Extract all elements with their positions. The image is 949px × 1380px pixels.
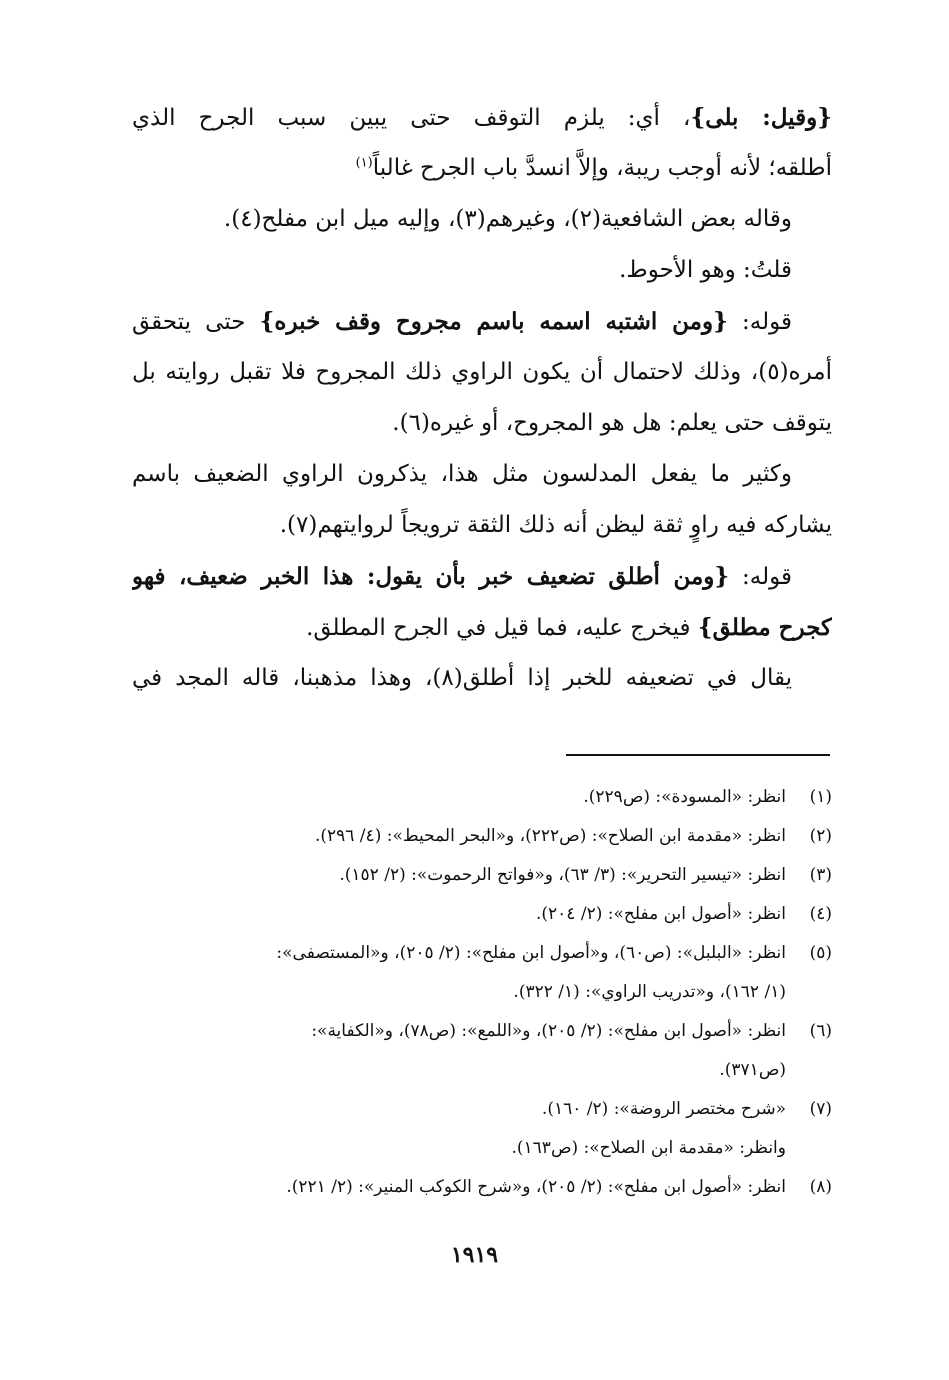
text-line [132, 245, 832, 296]
line-text: يشاركه فيه راوٍ ثقة ليظن أنه ذلك الثقة ترويجاً لروايتهم(٧). [279, 512, 832, 538]
footnote-number: (٢) [809, 826, 832, 846]
footnote-number: (٨) [809, 1177, 832, 1197]
footnote-text: انظر: «أصول ابن مفلح»: (٢/ ٢٠٥)، و«شرح الكوكب المنير»: (٢/ ٢٢١). [286, 1177, 786, 1197]
text-line [132, 347, 832, 398]
footnote [132, 856, 832, 895]
text-line [132, 143, 832, 194]
line-prefix: قوله: [727, 309, 792, 335]
text-line [132, 194, 832, 245]
bold-phrase: {ومن أطلق تضعيف خبر بأن يقول: هذا الخبر ضعيف، فهو [132, 563, 730, 590]
line-text: أطلقه؛ لأنه أوجب ريبة، وإلاَّ انسدَّ باب الجرح غالباً [372, 155, 832, 181]
bold-phrase: {وقيل: بلى} [690, 104, 832, 131]
footnote [132, 817, 832, 856]
line-text: أمره(٥)، وذلك لاحتمال أن يكون الراوي ذلك المجروح فلا تقبل روايته بل [132, 359, 832, 385]
footnotes [132, 778, 832, 1207]
footnote-continuation: وانظر: «مقدمة ابن الصلاح»: (ص١٦٣). [511, 1138, 786, 1158]
line-text: يتوقف حتى يعلم: هل هو المجروح، أو غيره(٦). [392, 410, 832, 436]
footnote-separator [566, 754, 830, 756]
text-line [132, 296, 832, 347]
text-line [132, 551, 832, 602]
footnote-text: انظر: «مقدمة ابن الصلاح»: (ص٢٢٢)، و«البحر المحيط»: (٤/ ٢٩٦). [314, 826, 786, 846]
footnote-number: (٤) [809, 904, 832, 924]
footnote [132, 778, 832, 817]
line-text: حتى يتحقق [132, 309, 260, 335]
footnote-text: «شرح مختصر الروضة»: (٢/ ١٦٠). [541, 1099, 786, 1119]
footnote [132, 934, 832, 973]
text-line [132, 500, 832, 551]
footnote [132, 1090, 832, 1129]
main-text [132, 92, 832, 704]
bold-phrase: كجرح مطلق} [697, 614, 832, 641]
footnote-number: (١) [809, 787, 832, 807]
footnote-text: انظر: «أصول ابن مفلح»: (٢/ ٢٠٤). [535, 904, 786, 924]
bold-phrase: {ومن اشتبه اسمه باسم مجروح وقف خبره} [259, 308, 728, 335]
footnote-number: (٥) [809, 943, 832, 963]
page-number: ١٩١٩ [450, 1242, 499, 1268]
text-line [132, 449, 832, 500]
footnote-continuation: (ص٣٧١). [719, 1060, 786, 1080]
footnote-text: انظر: «أصول ابن مفلح»: (٢/ ٢٠٥)، و«اللمع»: (ص٧٨)، و«الكفاية»: [311, 1021, 786, 1041]
line-text: وكثير ما يفعل المدلسون مثل هذا، يذكرون الراوي الضعيف باسم [132, 461, 792, 487]
footnote-continuation: (١/ ١٦٢)، و«تدريب الراوي»: (١/ ٣٢٢). [513, 982, 786, 1002]
footnote [132, 895, 832, 934]
line-text: وقاله بعض الشافعية(٢)، وغيرهم(٣)، وإليه ميل ابن مفلح(٤). [223, 206, 792, 232]
text-line [132, 602, 832, 653]
line-text: قلتُ: وهو الأحوط. [619, 257, 792, 283]
text-line [132, 92, 832, 143]
text-line [132, 398, 832, 449]
footnote-text: انظر: «البلبل»: (ص٦٠)، و«أصول ابن مفلح»: (٢/ ٢٠٥)، و«المستصفى»: [276, 943, 786, 963]
footnote-text: انظر: «المسودة»: (ص٢٢٩). [583, 787, 786, 807]
line-text: ، أي: يلزم التوقف حتى يبين سبب الجرح الذي [132, 105, 691, 131]
line-text: فيخرج عليه، فما قيل في الجرح المطلق. [306, 615, 698, 641]
text-line [132, 653, 832, 704]
footnote [132, 1168, 832, 1207]
footnote-number: (٣) [809, 865, 832, 885]
footnote [132, 1012, 832, 1051]
line-text: يقال في تضعيفه للخبر إذا أطلق(٨)، وهذا مذهبنا، قاله المجد في [132, 665, 792, 691]
footnote-number: (٦) [809, 1021, 832, 1041]
footnote-number: (٧) [809, 1099, 832, 1119]
footnote-ref[interactable]: (١) [355, 155, 373, 171]
line-prefix: قوله: [729, 564, 792, 590]
footnote-text: انظر: «تيسير التحرير»: (٣/ ٦٣)، و«فواتح الرحموت»: (٢/ ١٥٢). [339, 865, 786, 885]
